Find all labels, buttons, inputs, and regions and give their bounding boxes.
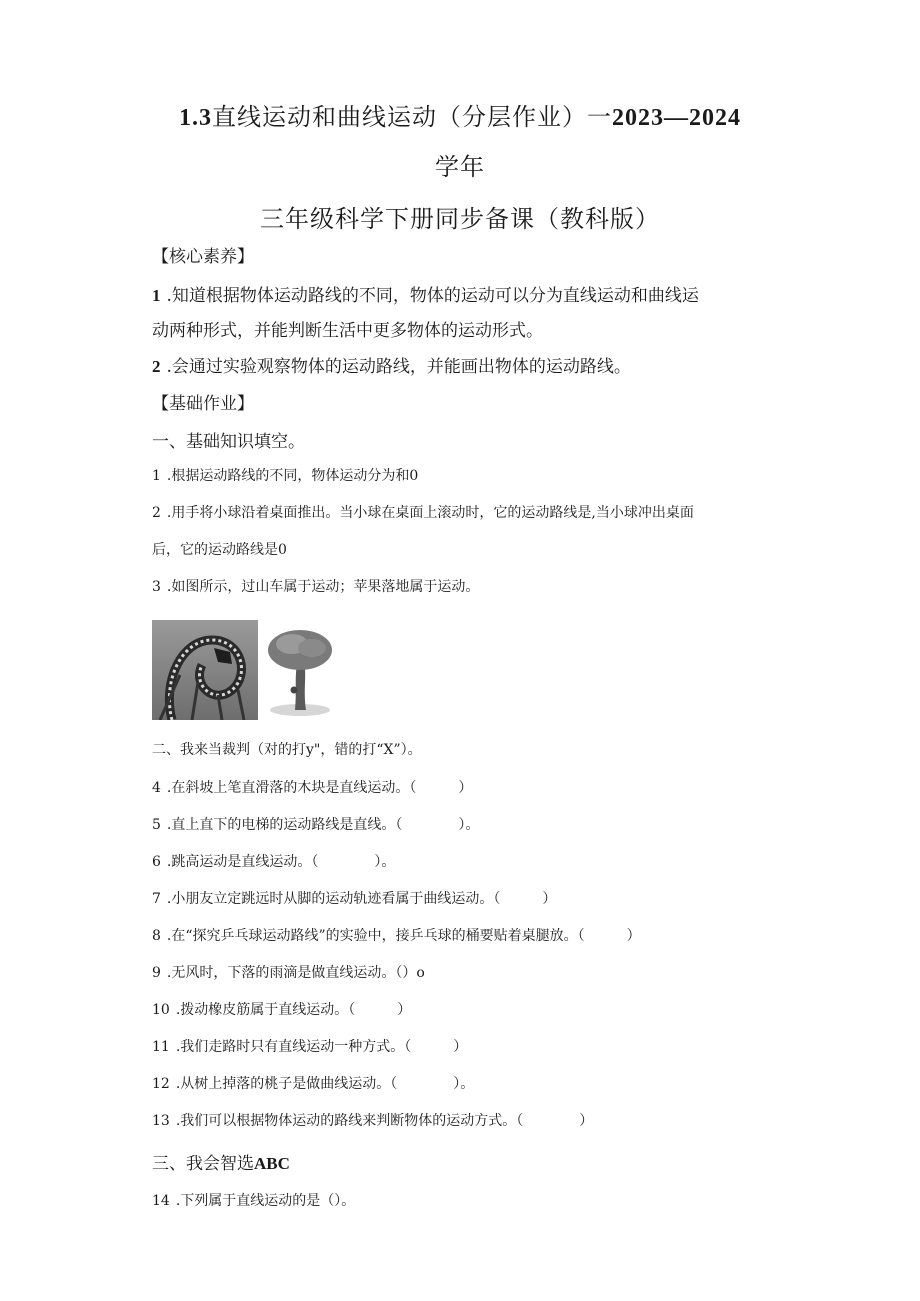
title-main: 直线运动和曲线运动（分层作业）一 bbox=[212, 103, 612, 131]
question-2-continued: 后，它的运动路线是0 bbox=[152, 542, 287, 558]
question-text: .从树上掉落的桃子是做曲线运动。（ ）。 bbox=[175, 1076, 475, 1092]
section-3-label: 三、我会智选 bbox=[152, 1154, 254, 1174]
question-5 bbox=[152, 814, 479, 834]
title-years: 2023—2024 bbox=[612, 105, 741, 131]
roller-coaster-photo bbox=[152, 620, 258, 720]
apple-tree-icon bbox=[262, 620, 338, 720]
question-text: .跳高运动是直线运动。（ ）。 bbox=[166, 854, 396, 870]
question-text: .拨动橡皮筋属于直线运动。（ ） bbox=[175, 1002, 412, 1018]
question-number: 7 bbox=[152, 891, 161, 907]
question-1 bbox=[152, 465, 418, 485]
question-7 bbox=[152, 888, 556, 908]
question-text: .在斜坡上笔直滑落的木块是直线运动。（ ） bbox=[166, 780, 473, 796]
core-item-2 bbox=[152, 352, 631, 377]
page-title bbox=[0, 97, 920, 132]
question-text: .我们走路时只有直线运动一种方式。（ ） bbox=[175, 1039, 468, 1055]
basic-heading: 【基础作业】 bbox=[152, 394, 254, 414]
question-6 bbox=[152, 851, 395, 871]
title-prefix: 1.3 bbox=[179, 105, 212, 131]
question-number: 8 bbox=[152, 928, 161, 944]
question-number: 6 bbox=[152, 854, 161, 870]
question-text: .用手将小球沿着桌面推出。当小球在桌面上滚动时，它的运动路线是,当小球冲出桌面 bbox=[166, 505, 694, 521]
question-4 bbox=[152, 777, 472, 797]
question-number: 2 bbox=[152, 505, 161, 521]
core-item-text: .会通过实验观察物体的运动路线，并能画出物体的运动路线。 bbox=[166, 357, 631, 377]
question-text: .无风时，下落的雨滴是做直线运动。（）o bbox=[166, 965, 425, 981]
title-line-2: 学年 bbox=[435, 153, 485, 181]
question-text: .下列属于直线运动的是（）。 bbox=[175, 1193, 356, 1209]
question-text: .如图所示，过山车属于运动；苹果落地属于运动。 bbox=[166, 579, 480, 595]
question-number: 11 bbox=[152, 1039, 170, 1055]
core-item-number: 1 bbox=[152, 286, 161, 305]
question-number: 1 bbox=[152, 468, 161, 484]
question-3 bbox=[152, 576, 479, 596]
core-item-1 bbox=[152, 281, 699, 306]
question-number: 9 bbox=[152, 965, 161, 981]
question-13 bbox=[152, 1110, 593, 1130]
core-item-number: 2 bbox=[152, 357, 161, 376]
question-14 bbox=[152, 1190, 355, 1210]
question-number: 10 bbox=[152, 1002, 170, 1018]
section-3-heading bbox=[152, 1149, 290, 1174]
question-number: 12 bbox=[152, 1076, 170, 1092]
question-number: 4 bbox=[152, 780, 161, 796]
question-text: .根据运动路线的不同，物体运动分为和0 bbox=[166, 468, 419, 484]
question-11 bbox=[152, 1036, 467, 1056]
question-number: 5 bbox=[152, 817, 161, 833]
title-line-3: 三年级科学下册同步备课（教科版） bbox=[260, 205, 660, 233]
section-1-heading: 一、基础知识填空。 bbox=[152, 432, 305, 452]
question-text: .我们可以根据物体运动的路线来判断物体的运动方式。（ ） bbox=[175, 1113, 594, 1129]
question-number: 3 bbox=[152, 579, 161, 595]
question-12 bbox=[152, 1073, 474, 1093]
question-number: 14 bbox=[152, 1193, 170, 1209]
question-text: .直上直下的电梯的运动路线是直线。（ ）。 bbox=[166, 817, 480, 833]
core-item-1-continued: 动两种形式，并能判断生活中更多物体的运动形式。 bbox=[152, 321, 543, 341]
roller-coaster-icon bbox=[152, 620, 258, 720]
apple-tree-photo bbox=[262, 620, 338, 720]
question-2 bbox=[152, 502, 694, 522]
question-number: 13 bbox=[152, 1113, 170, 1129]
question-10 bbox=[152, 999, 411, 1019]
question-9 bbox=[152, 962, 425, 982]
question-text: .小朋友立定跳远时从脚的运动轨迹看属于曲线运动。（ ） bbox=[166, 891, 557, 907]
question-8 bbox=[152, 925, 641, 945]
question-text: .在“探究乒乓球运动路线”的实验中，接乒乓球的桶要贴着桌腿放。（ ） bbox=[166, 928, 641, 944]
section-2-heading: 二、我来当裁判（对的打y"，错的打“X”）。 bbox=[152, 742, 422, 758]
section-3-abc: ABC bbox=[254, 1154, 290, 1173]
core-heading: 【核心素养】 bbox=[152, 247, 254, 267]
core-item-text: .知道根据物体运动路线的不同，物体的运动可以分为直线运动和曲线运 bbox=[166, 286, 699, 306]
